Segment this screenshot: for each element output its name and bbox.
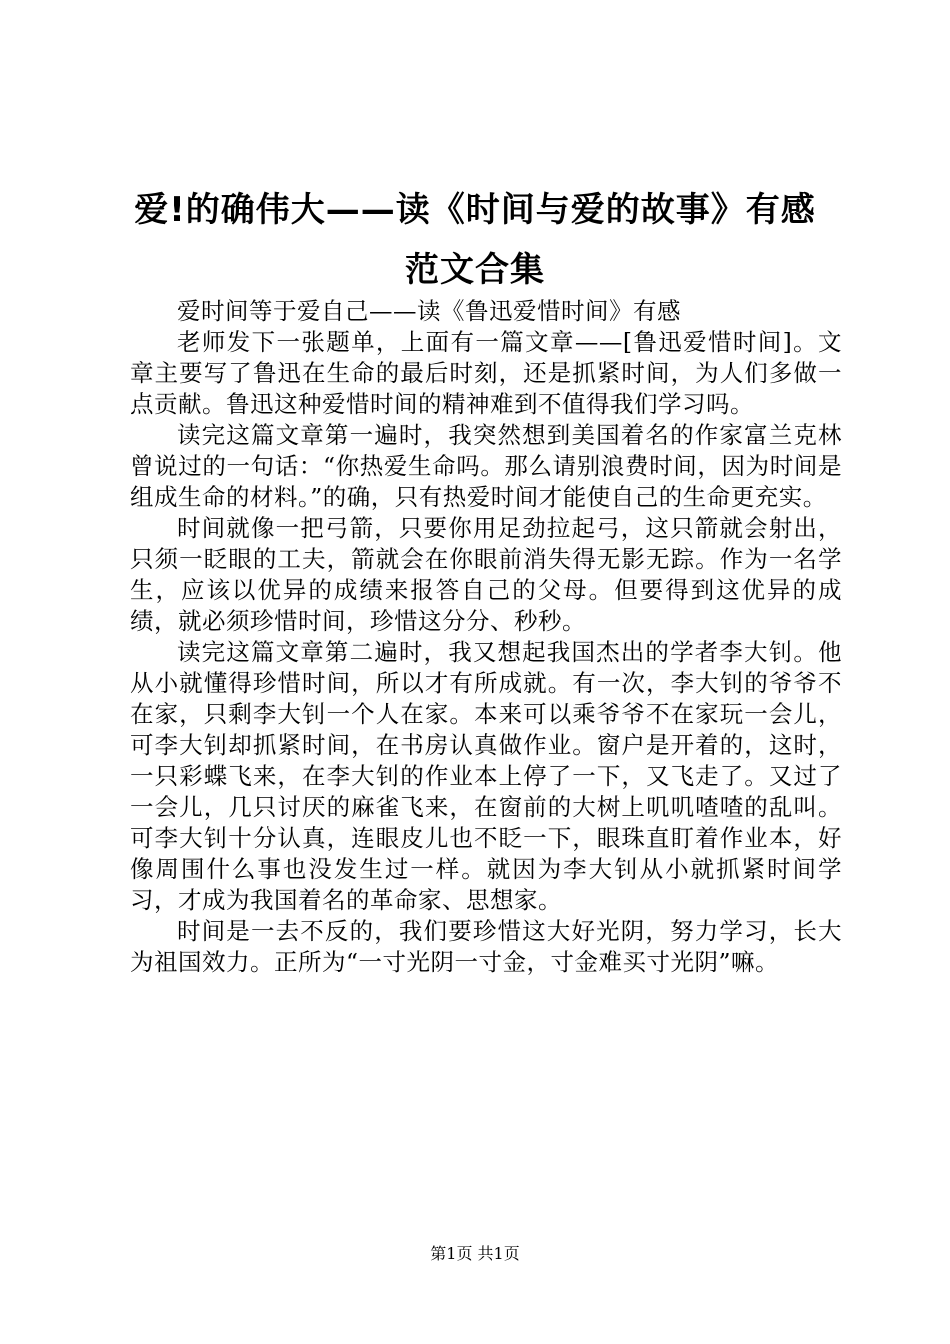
body-paragraph: 读完这篇文章第二遍时，我又想起我国杰出的学者李大钊。他从小就懂得珍惜时间，所以才有所成就。有一次，李大钊的爷爷不在家，只剩李大钊一个人在家。本来可以乘爷爷不在家玩一会儿，可李大钊却抓紧时间，在书房认真做作业。窗户是开着的，这时，一只彩蝶飞来，在李大钊的作业本上停了一下，又飞走了。又过了一会儿，几只讨厌的麻雀飞来，在窗前的大树上叽叽喳喳的乱叫。可李大钊十分认真，连眼皮儿也不眨一下，眼珠直盯着作业本，好像周围什么事也没发生过一样。就因为李大钊从小就抓紧时间学习，才成为我国着名的革命家、思想家。	[130, 638, 842, 914]
body-paragraph: 时间就像一把弓箭，只要你用足劲拉起弓，这只箭就会射出，只须一眨眼的工夫，箭就会在你眼前消失得无影无踪。作为一名学生，应该以优异的成绩来报答自己的父母。但要得到这优异的成绩，就必须珍惜时间，珍惜这分分、秒秒。	[130, 514, 842, 635]
subtitle-paragraph: 爱时间等于爱自己——读《鲁迅爱惜时间》有感	[177, 297, 681, 325]
document-title-line-1: 爱!的确伟大——读《时间与爱的故事》有感	[134, 190, 816, 230]
body-paragraph: 读完这篇文章第一遍时，我突然想到美国着名的作家富兰克林曾说过的一句话：“你热爱生命吗。那么请别浪费时间，因为时间是组成生命的材料。”的确，只有热爱时间才能使自己的生命更充实。	[130, 421, 842, 511]
document-body	[130, 296, 842, 978]
body-paragraph: 老师发下一张题单，上面有一篇文章——[鲁迅爱惜时间]。文章主要写了鲁迅在生命的最后时刻，还是抓紧时间，为人们多做一点贡献。鲁迅这种爱惜时间的精神难到不值得我们学习吗。	[130, 328, 842, 418]
page-footer: 第1页 共1页	[430, 1244, 520, 1263]
document-title-line-2: 范文合集	[405, 250, 545, 290]
body-paragraph: 时间是一去不反的，我们要珍惜这大好光阴，努力学习，长大为祖国效力。正所为“一寸光阴一寸金，寸金难买寸光阴”嘛。	[130, 917, 842, 976]
